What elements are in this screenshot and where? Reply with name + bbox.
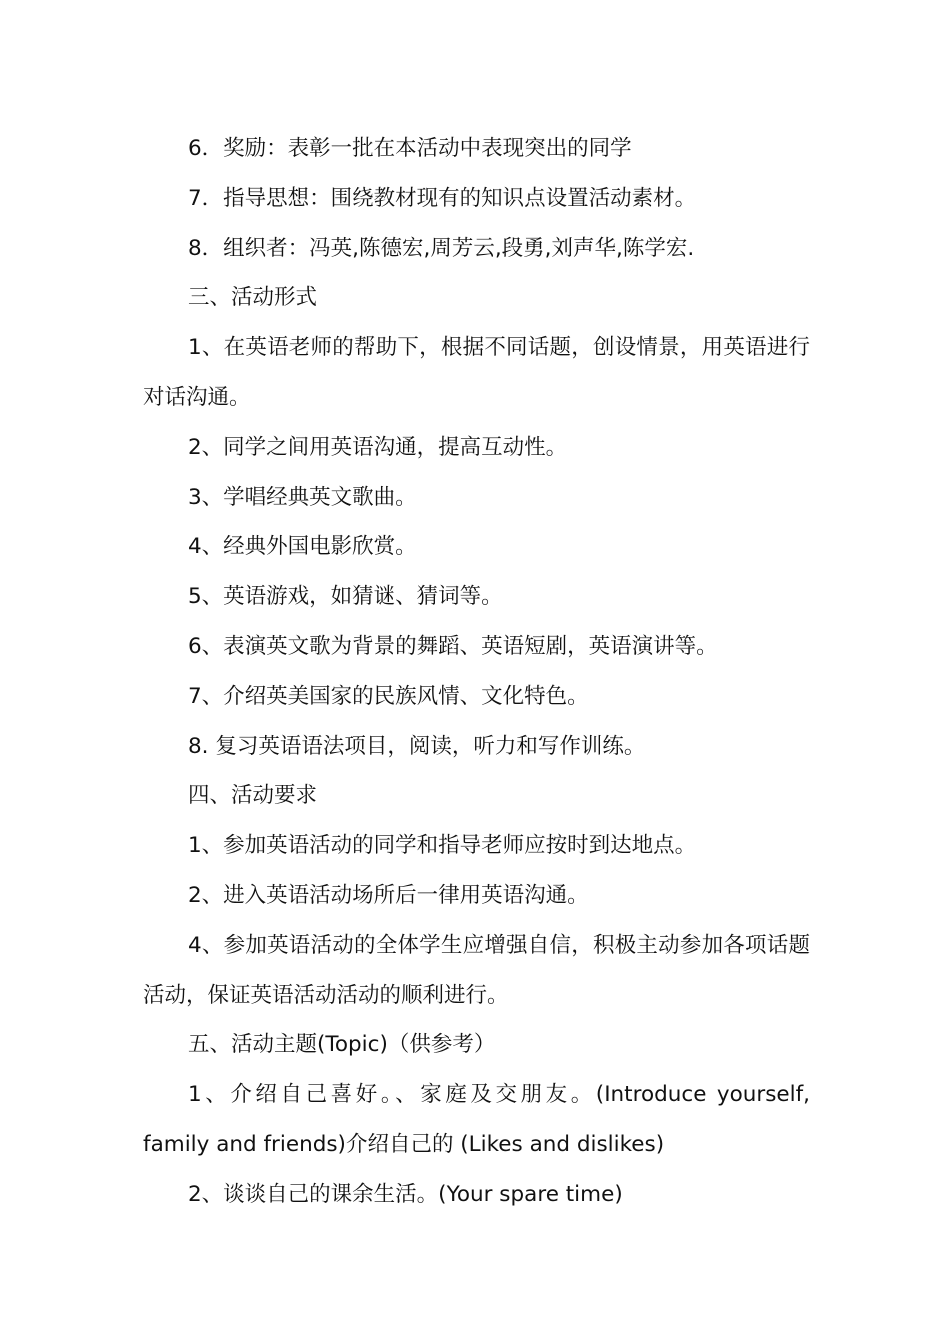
format-item-5: 5、英语游戏，如猜谜、猜词等。 [188, 584, 503, 610]
section-heading-activity-format: 三、活动形式 [188, 285, 318, 311]
guiding-principle-item: 7．指导思想：围绕教材现有的知识点设置活动素材。 [188, 185, 697, 211]
section-heading-activity-requirements: 四、活动要求 [188, 783, 318, 809]
requirement-item-1: 1、参加英语活动的同学和指导老师应按时到达地点。 [188, 833, 697, 859]
document-body [143, 124, 810, 1220]
format-item-3: 3、学唱经典英文歌曲。 [188, 484, 417, 510]
organizers-item: 8．组织者：冯英,陈德宏,周芳云,段勇,刘声华,陈学宏. [188, 235, 695, 261]
format-item-6: 6、表演英文歌为背景的舞蹈、英语短剧，英语演讲等。 [188, 633, 718, 659]
format-item-1: 1、在英语老师的帮助下，根据不同话题，创设情景，用英语进行对话沟通。 [143, 335, 810, 410]
requirement-item-2: 2、进入英语活动场所后一律用英语沟通。 [188, 882, 589, 908]
format-item-8: 8. 复习英语语法项目，阅读，听力和写作训练。 [188, 733, 646, 759]
format-item-2: 2、同学之间用英语沟通，提高互动性。 [188, 434, 568, 460]
format-item-4: 4、经典外国电影欣赏。 [188, 534, 417, 560]
topic-item-2: 2、谈谈自己的课余生活。(Your spare time) [188, 1181, 623, 1207]
section-heading-activity-topics: 五、活动主题(Topic)（供参考） [188, 1032, 496, 1058]
reward-item: 6．奖励：表彰一批在本活动中表现突出的同学 [188, 136, 632, 161]
format-item-7: 7、介绍英美国家的民族风情、文化特色。 [188, 683, 589, 709]
requirement-item-4: 4、参加英语活动的全体学生应增强自信，积极主动参加各项话题活动，保证英语活动活动的顺利进行。 [143, 932, 810, 1008]
topic-item-1: 1、介绍自己喜好。、家庭及交朋友。(Introduce yourself, family and friends)介绍自己的 (Likes and dislikes) [143, 1082, 810, 1157]
